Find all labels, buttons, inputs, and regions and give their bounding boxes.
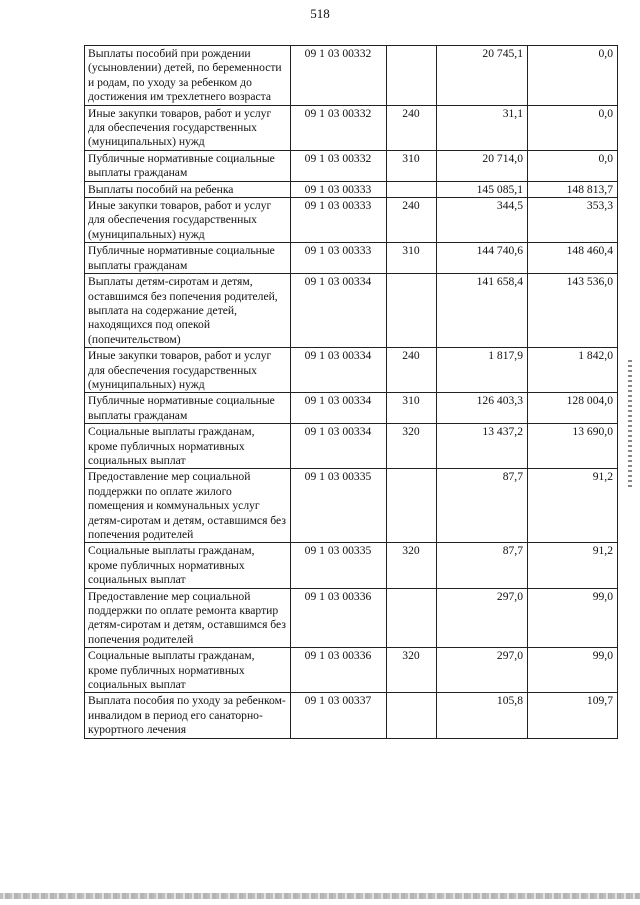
row-name: Выплаты пособий при рождении (усыновлении) детей, по беременности и родам, по уходу за ребенком до достижения им трехлетнего возраста bbox=[85, 46, 291, 106]
row-type bbox=[387, 693, 437, 738]
row-value-2: 0,0 bbox=[528, 105, 618, 150]
table-row bbox=[85, 243, 618, 274]
row-value-2: 128 004,0 bbox=[528, 393, 618, 424]
row-type bbox=[387, 46, 437, 106]
row-code: 09 1 03 00332 bbox=[291, 46, 387, 106]
table-row bbox=[85, 543, 618, 588]
row-value-1: 87,7 bbox=[437, 543, 528, 588]
row-type bbox=[387, 181, 437, 197]
table-row bbox=[85, 424, 618, 469]
row-code: 09 1 03 00333 bbox=[291, 181, 387, 197]
row-code: 09 1 03 00333 bbox=[291, 198, 387, 243]
row-value-1: 144 740,6 bbox=[437, 243, 528, 274]
row-code: 09 1 03 00334 bbox=[291, 348, 387, 393]
row-code: 09 1 03 00333 bbox=[291, 243, 387, 274]
row-name: Публичные нормативные социальные выплаты гражданам bbox=[85, 393, 291, 424]
row-code: 09 1 03 00332 bbox=[291, 150, 387, 181]
row-value-2: 109,7 bbox=[528, 693, 618, 738]
row-value-2: 0,0 bbox=[528, 150, 618, 181]
row-name: Выплаты пособий на ребенка bbox=[85, 181, 291, 197]
row-code: 09 1 03 00334 bbox=[291, 393, 387, 424]
row-value-1: 20 714,0 bbox=[437, 150, 528, 181]
row-code: 09 1 03 00335 bbox=[291, 543, 387, 588]
row-type: 320 bbox=[387, 424, 437, 469]
row-value-1: 141 658,4 bbox=[437, 274, 528, 348]
scan-bottom-edge bbox=[0, 893, 640, 899]
row-code: 09 1 03 00335 bbox=[291, 469, 387, 543]
budget-table bbox=[84, 45, 618, 739]
row-value-1: 1 817,9 bbox=[437, 348, 528, 393]
row-value-1: 344,5 bbox=[437, 198, 528, 243]
row-type bbox=[387, 469, 437, 543]
row-value-2: 99,0 bbox=[528, 588, 618, 648]
row-name: Иные закупки товаров, работ и услуг для обеспечения государственных (муниципальных) нужд bbox=[85, 105, 291, 150]
row-code: 09 1 03 00334 bbox=[291, 274, 387, 348]
row-code: 09 1 03 00336 bbox=[291, 588, 387, 648]
row-value-2: 13 690,0 bbox=[528, 424, 618, 469]
row-value-2: 0,0 bbox=[528, 46, 618, 106]
row-type: 310 bbox=[387, 393, 437, 424]
row-name: Выплата пособия по уходу за ребенком-инвалидом в период его санаторно-курортного лечения bbox=[85, 693, 291, 738]
scan-edge-mark bbox=[628, 360, 632, 490]
row-name: Иные закупки товаров, работ и услуг для обеспечения государственных (муниципальных) нужд bbox=[85, 198, 291, 243]
row-name: Публичные нормативные социальные выплаты гражданам bbox=[85, 150, 291, 181]
table-row bbox=[85, 181, 618, 197]
table-row bbox=[85, 105, 618, 150]
row-value-1: 31,1 bbox=[437, 105, 528, 150]
row-value-1: 126 403,3 bbox=[437, 393, 528, 424]
table-row bbox=[85, 348, 618, 393]
row-value-1: 20 745,1 bbox=[437, 46, 528, 106]
table-row bbox=[85, 693, 618, 738]
row-value-1: 297,0 bbox=[437, 648, 528, 693]
row-value-1: 105,8 bbox=[437, 693, 528, 738]
row-value-2: 148 813,7 bbox=[528, 181, 618, 197]
table-row bbox=[85, 46, 618, 106]
row-type bbox=[387, 588, 437, 648]
row-name: Публичные нормативные социальные выплаты гражданам bbox=[85, 243, 291, 274]
row-code: 09 1 03 00337 bbox=[291, 693, 387, 738]
row-value-2: 91,2 bbox=[528, 543, 618, 588]
row-code: 09 1 03 00336 bbox=[291, 648, 387, 693]
row-name: Социальные выплаты гражданам, кроме публичных нормативных социальных выплат bbox=[85, 648, 291, 693]
table-row bbox=[85, 469, 618, 543]
table-row bbox=[85, 393, 618, 424]
row-name: Иные закупки товаров, работ и услуг для обеспечения государственных (муниципальных) нужд bbox=[85, 348, 291, 393]
row-value-2: 353,3 bbox=[528, 198, 618, 243]
page-number: 518 bbox=[310, 6, 330, 21]
row-type: 240 bbox=[387, 105, 437, 150]
row-type: 240 bbox=[387, 198, 437, 243]
row-name: Предоставление мер социальной поддержки по оплате ремонта квартир детям-сиротам и детям, оставшимся без попечения родителей bbox=[85, 588, 291, 648]
row-type: 240 bbox=[387, 348, 437, 393]
row-value-2: 99,0 bbox=[528, 648, 618, 693]
row-value-2: 91,2 bbox=[528, 469, 618, 543]
row-type: 320 bbox=[387, 543, 437, 588]
row-name: Социальные выплаты гражданам, кроме публичных нормативных социальных выплат bbox=[85, 424, 291, 469]
row-type bbox=[387, 274, 437, 348]
table-row bbox=[85, 588, 618, 648]
row-code: 09 1 03 00332 bbox=[291, 105, 387, 150]
row-type: 310 bbox=[387, 150, 437, 181]
table-row bbox=[85, 198, 618, 243]
row-value-2: 148 460,4 bbox=[528, 243, 618, 274]
row-name: Выплаты детям-сиротам и детям, оставшимся без попечения родителей, выплата на содержание детей, находящихся под опекой (попечительством) bbox=[85, 274, 291, 348]
row-name: Предоставление мер социальной поддержки по оплате жилого помещения и коммунальных услуг детям-сиротам и детям, оставшимся без попечения родителей bbox=[85, 469, 291, 543]
row-value-2: 143 536,0 bbox=[528, 274, 618, 348]
row-value-1: 13 437,2 bbox=[437, 424, 528, 469]
row-type: 310 bbox=[387, 243, 437, 274]
row-value-1: 297,0 bbox=[437, 588, 528, 648]
row-name: Социальные выплаты гражданам, кроме публичных нормативных социальных выплат bbox=[85, 543, 291, 588]
table-row bbox=[85, 274, 618, 348]
table-row bbox=[85, 150, 618, 181]
row-type: 320 bbox=[387, 648, 437, 693]
row-value-2: 1 842,0 bbox=[528, 348, 618, 393]
row-value-1: 87,7 bbox=[437, 469, 528, 543]
row-value-1: 145 085,1 bbox=[437, 181, 528, 197]
table-row bbox=[85, 648, 618, 693]
row-code: 09 1 03 00334 bbox=[291, 424, 387, 469]
